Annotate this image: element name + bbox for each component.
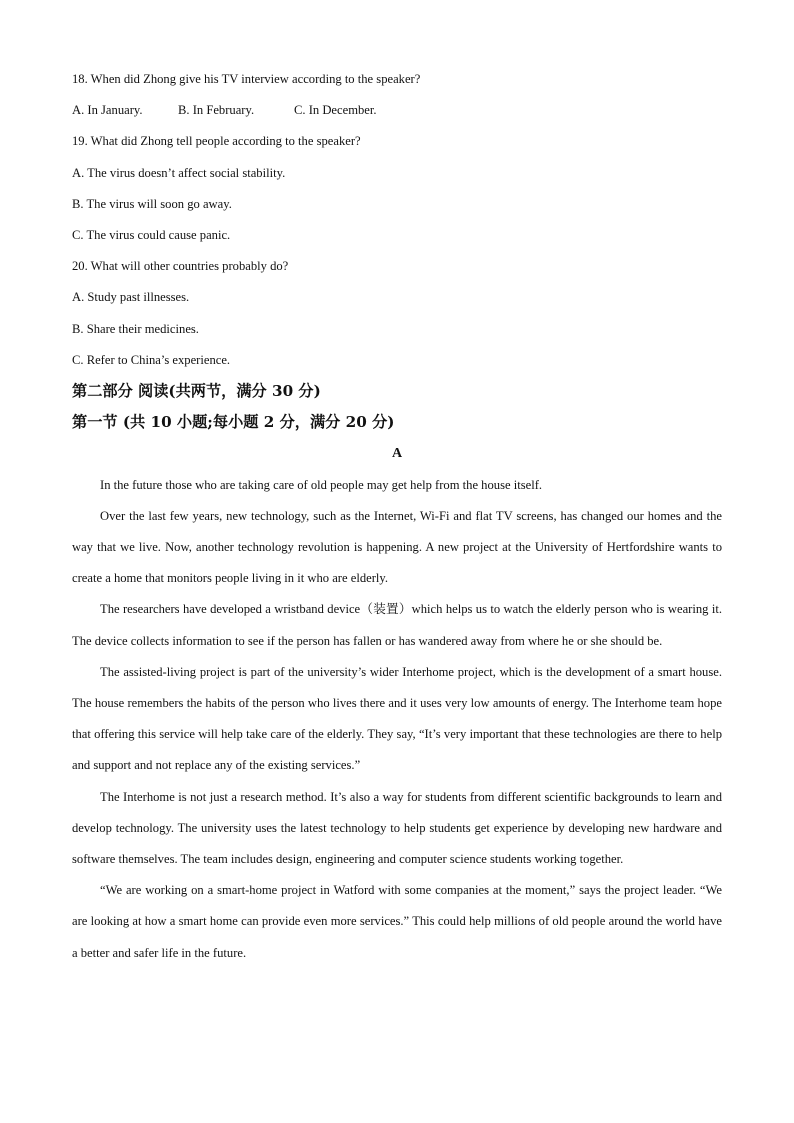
question-19-stem: 19. What did Zhong tell people according to the speaker?	[72, 134, 361, 149]
question-19-option-c: C. The virus could cause panic.	[72, 228, 231, 243]
exam-page	[72, 64, 722, 969]
question-20-option-b: B. Share their medicines.	[72, 321, 199, 336]
question-20-stem: 20. What will other countries probably do?	[72, 259, 289, 274]
passage-label: A	[391, 446, 403, 462]
question-18-option-a: A. In January.	[72, 103, 143, 118]
question-18-option-c: C. In December.	[294, 103, 377, 118]
question-18-stem: 18. When did Zhong give his TV interview according to the speaker?	[72, 72, 421, 86]
part-heading: 第二部分 阅读(共两节，满分 30 分)	[72, 382, 321, 401]
section-heading: 第一节 (共 10 小题;每小题 2 分，满分 20 分)	[72, 413, 395, 432]
question-20-option-c: C. Refer to China’s experience.	[72, 352, 231, 367]
passage-paragraph-2: Over the last few years, new technology, such as the Internet, Wi-Fi and flat TV screens, has changed our homes and the way that we live. Now, another technology revolution is happening. A new project at the University of Hertfordshire wants to create a home that monitors people living in it who are elderly.	[72, 508, 722, 586]
passage-paragraph-5: The Interhome is not just a research method. It’s also a way for students from different scientific backgrounds to learn and develop technology. The university uses the latest technology to help students get experience by developing new hardware and software themselves. The team includes design, engineering and computer science students working together.	[72, 789, 722, 867]
question-19-option-a: A. The virus doesn’t affect social stability.	[72, 165, 286, 180]
question-18-option-b: B. In February.	[178, 103, 255, 118]
passage-paragraph-3: The researchers have developed a wristband device（装置）which helps us to watch the elderly person who is wearing it. The device collects information to see if the person has fallen or has wandered away from where he or she should be.	[72, 602, 722, 648]
passage-paragraph-6: “We are working on a smart-home project in Watford with some companies at the moment,” says the project leader. “We are looking at how a smart home can provide even more services.” This could help millions of old people around the world have a better and safer life in the future.	[72, 883, 722, 960]
passage-paragraph-4: The assisted-living project is part of the university’s wider Interhome project, which is the development of a smart house. The house remembers the habits of the person who lives there and it uses very low amounts of energy. The Interhome team hope that offering this service will help take care of the elderly. They say, “It’s very important that these technologies are there to help and support and not replace any of the existing services.”	[72, 664, 722, 773]
question-18-options	[72, 95, 722, 126]
question-20-option-a: A. Study past illnesses.	[72, 290, 190, 305]
passage-paragraph-1: In the future those who are taking care of old people may get help from the house itself.	[100, 477, 543, 492]
question-19-option-b: B. The virus will soon go away.	[72, 196, 232, 211]
